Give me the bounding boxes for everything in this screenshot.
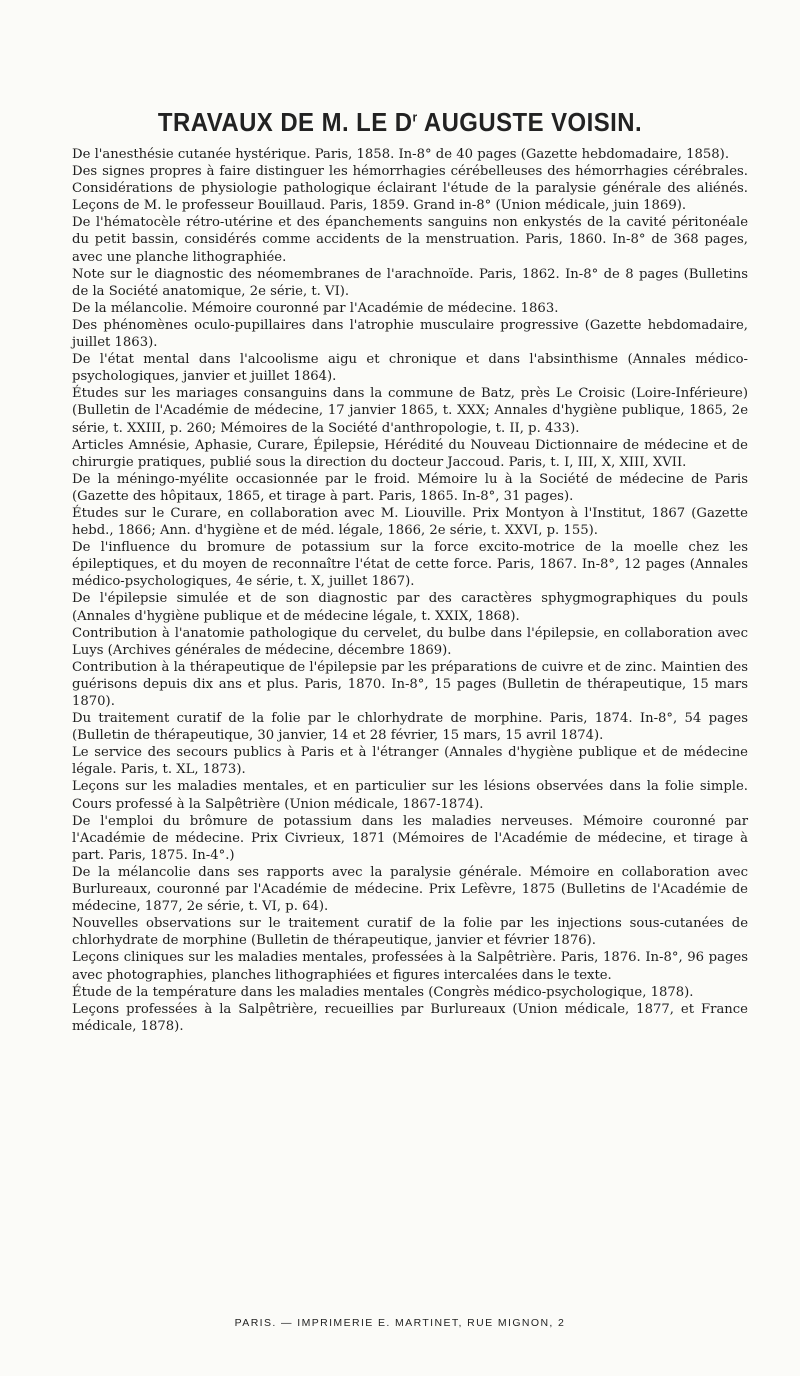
bibliography-entry: Des phénomènes oculo-pupillaires dans l'atrophie musculaire progressive (Gazette hebdomadaire, juillet 1863).	[72, 317, 748, 351]
bibliography-entry: De l'épilepsie simulée et de son diagnostic par des caractères sphygmographiques du pouls (Annales d'hygiène publique et de médecine légale, t. XXIX, 1868).	[72, 591, 748, 624]
bibliography-entry: Études sur les mariages consanguins dans la commune de Batz, près Le Croisic (Loire-Inférieure) (Bulletin de l'Académie de médecine, 17 janvier 1865, t. XXX; Annales d'hygiène publique, 1865, 2e série, t. XXIII, p. 260; Mémoires de la Société d'anthropologie, t. II, p. 433).	[72, 386, 748, 436]
bibliography-entry: Contribution à la thérapeutique de l'épilepsie par les préparations de cuivre et de zinc. Maintien des guérisons depuis dix ans et plus. Paris, 1870. In-8°, 15 pages (Bulletin de thérapeutique, 15 mars 1870).	[72, 659, 748, 709]
bibliography-entry: Le service des secours publics à Paris et à l'étranger (Annales d'hygiène publique et de médecine légale. Paris, t. XL, 1873).	[72, 745, 748, 778]
title-text-end: AUGUSTE VOISIN.	[417, 107, 643, 138]
bibliography-entry: De la méningo-myélite occasionnée par le froid. Mémoire lu à la Société de médecine de Paris (Gazette des hôpitaux, 1865, et tirage à part. Paris, 1865. In-8°, 31 pages).	[72, 471, 748, 504]
bibliography-entry: De la mélancolie. Mémoire couronné par l'Académie de médecine. 1863.	[72, 300, 559, 316]
bibliography-entry: Leçons sur les maladies mentales, et en particulier sur les lésions observées dans la folie simple. Cours professé à la Salpêtrière (Union médicale, 1867-1874).	[72, 779, 748, 812]
bibliography-entry: Nouvelles observations sur le traitement curatif de la folie par les injections sous-cutanées de chlorhydrate de morphine (Bulletin de thérapeutique, janvier et février 1876).	[72, 916, 748, 949]
bibliography-entry: De l'anesthésie cutanée hystérique. Paris, 1858. In-8° de 40 pages (Gazette hebdomadaire, 1858).	[72, 147, 730, 162]
printer-imprint: PARIS. — IMPRIMERIE E. MARTINET, RUE MIGNON, 2	[234, 1317, 566, 1329]
bibliography-entry: Articles Amnésie, Aphasie, Curare, Épilepsie, Hérédité du Nouveau Dictionnaire de médecine et de chirurgie pratiques, publié sous la direction du docteur Jaccoud. Paris, t. I, III, X, XIII, XVII.	[72, 437, 748, 470]
bibliography-entry: De l'état mental dans l'alcoolisme aigu et chronique et dans l'absinthisme (Annales médico-psychologiques, janvier et juillet 1864).	[72, 352, 748, 385]
bibliography-entry: De la mélancolie dans ses rapports avec la paralysie générale. Mémoire en collaboration avec Burlureaux, couronné par l'Académie de médecine. Prix Lefèvre, 1875 (Bulletins de l'Académie de médecine, 1877, 2e série, t. VI, p. 64).	[72, 864, 748, 915]
bibliography-entry: Des signes propres à faire distinguer les hémorrhagies cérébelleuses des hémorrhagies cérébrales. Considérations de physiologie pathologique éclairant l'étude de la paralysie générale des aliénés. Leçons de M. le professeur Bouillaud. Paris, 1859. Grand in-8° (Union médicale, juin 1869).	[72, 164, 748, 214]
bibliography-entry: Leçons professées à la Salpêtrière, recueillies par Burlureaux (Union médicale, 1877, et France médicale, 1878).	[72, 1001, 748, 1034]
page-title	[32, 107, 768, 138]
title-superscript: r	[412, 109, 418, 125]
bibliography-list	[72, 146, 748, 1035]
bibliography-entry: De l'emploi du brômure de potassium dans les maladies nerveuses. Mémoire couronné par l'Académie de médecine. Prix Civrieux, 1871 (Mémoires de l'Académie de médecine, et tirage à part. Paris, 1875. In-4°.)	[72, 813, 748, 863]
bibliography-entry: De l'influence du bromure de potassium sur la force excito-motrice de la moelle chez les épileptiques, et du moyen de reconnaître l'état de cette force. Paris, 1867. In-8°, 12 pages (Annales médico-psychologiques, 4e série, t. X, juillet 1867).	[72, 540, 748, 590]
bibliography-entry: Études sur le Curare, en collaboration avec M. Liouville. Prix Montyon à l'Institut, 1867 (Gazette hebd., 1866; Ann. d'hygiène et de méd. légale, 1866, 2e série, t. XXVI, p. 155).	[72, 505, 748, 539]
title-text: TRAVAUX DE M. LE D	[157, 107, 413, 138]
bibliography-entry: Leçons cliniques sur les maladies mentales, professées à la Salpêtrière. Paris, 1876. In-8°, 96 pages avec photographies, planches lithographiées et figures intercalées dans le texte.	[72, 950, 748, 983]
bibliography-entry: Contribution à l'anatomie pathologique du cervelet, du bulbe dans l'épilepsie, en collaboration avec Luys (Archives générales de médecine, décembre 1869).	[72, 625, 748, 658]
bibliography-entry: Du traitement curatif de la folie par le chlorhydrate de morphine. Paris, 1874. In-8°, 54 pages (Bulletin de thérapeutique, 30 janvier, 14 et 28 février, 15 mars, 15 avril 1874).	[72, 711, 748, 744]
bibliography-entry: Étude de la température dans les maladies mentales (Congrès médico-psychologique, 1878).	[72, 984, 694, 1000]
bibliography-entry: De l'hématocèle rétro-utérine et des épanchements sanguins non enkystés de la cavité péritonéale du petit bassin, considérés comme accidents de la menstruation. Paris, 1860. In-8° de 368 pages, avec une planche lithographiée.	[72, 215, 748, 265]
bibliography-entry: Note sur le diagnostic des néomembranes de l'arachnoïde. Paris, 1862. In-8° de 8 pages (Bulletins de la Société anatomique, 2e série, t. VI).	[72, 266, 748, 299]
